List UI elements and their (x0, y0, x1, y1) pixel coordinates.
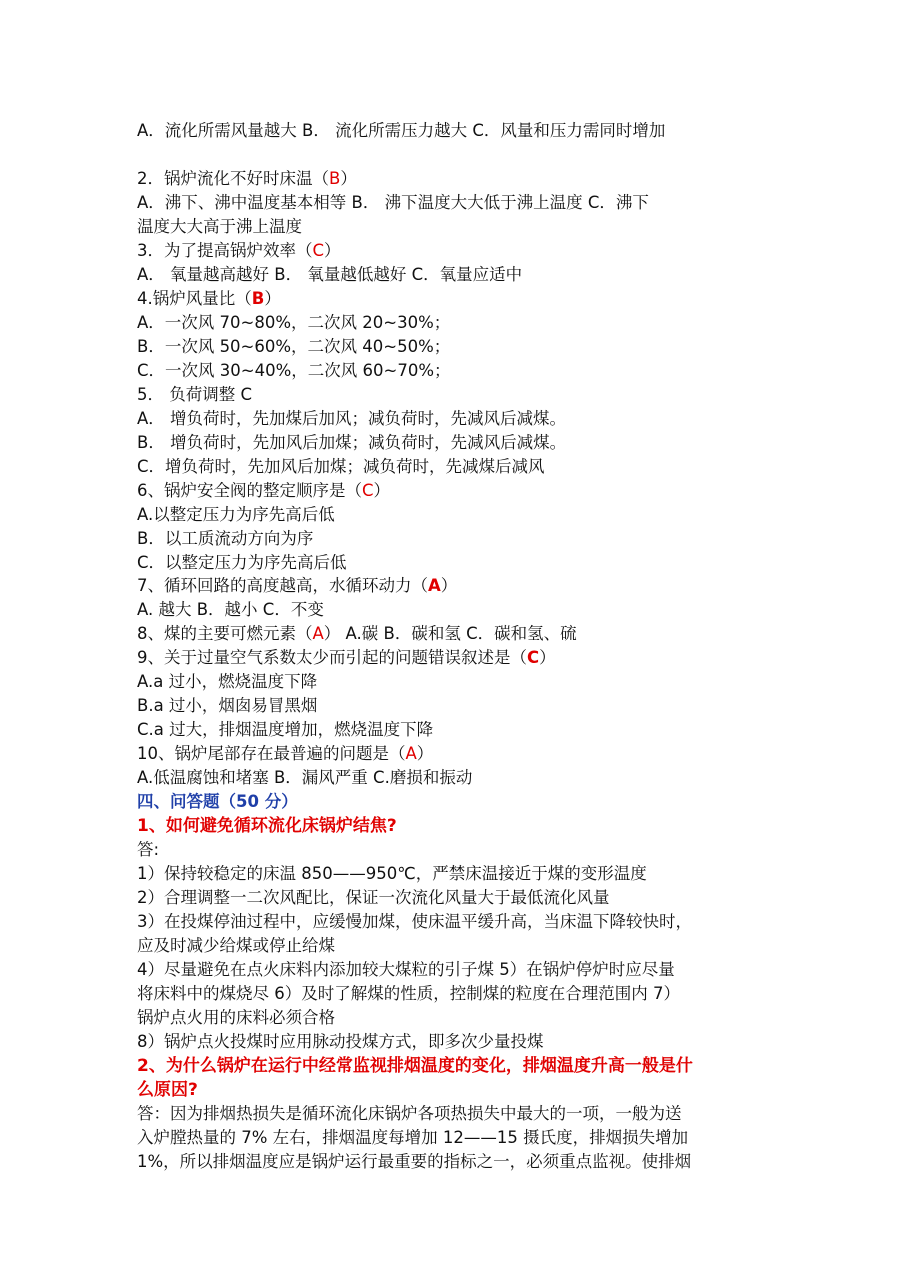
qa2-answer-line-2: 入炉膛热量的 7% 左右，排烟温度每增加 12——15 摄氏度，排烟损失增加 (137, 1128, 689, 1147)
qa1-point-1: 1）保持较稳定的床温 850——950℃，严禁床温接近于煤的变形温度 (137, 864, 647, 883)
q10-answer: A (405, 744, 417, 763)
q4-question: 4.锅炉风量比（B） (137, 289, 281, 308)
qa2-answer-line-1: 答：因为排烟热损失是循环流化床锅炉各项热损失中最大的一项，一般为送 (137, 1104, 682, 1123)
qa1-point-8: 8）锅炉点火投煤时应用脉动投煤方式，即多次少量投煤 (137, 1032, 544, 1051)
q3-answer: C (312, 241, 325, 260)
q2-options: A．沸下、沸中温度基本相等 B． 沸下温度大大低于沸上温度 C．沸下 (137, 193, 649, 212)
q7-answer: A (428, 576, 441, 595)
q9-option-b: B.a 过小，烟囱易冒黑烟 (137, 696, 318, 715)
q6-question: 6、锅炉安全阀的整定顺序是（C） (137, 481, 391, 500)
q2-answer: B (329, 169, 341, 188)
q10-options: A.低温腐蚀和堵塞 B．漏风严重 C.磨损和振动 (137, 768, 473, 787)
q5-option-b: B． 增负荷时，先加风后加煤；减负荷时，先减风后减煤。 (137, 433, 567, 452)
q2-question: 2．锅炉流化不好时床温（B） (137, 169, 357, 188)
q7-options: A. 越大 B．越小 C．不变 (137, 600, 324, 619)
q6-answer: C (362, 481, 374, 500)
qa1-point-3-cont: 应及时减少给煤或停止给煤 (137, 936, 335, 955)
q2-options-cont: 温度大大高于沸上温度 (137, 217, 302, 236)
q10-question: 10、锅炉尾部存在最普遍的问题是（A） (137, 744, 434, 763)
qa1-point-4: 4）尽量避免在点火床料内添加较大煤粒的引子煤 5）在锅炉停炉时应尽量 (137, 960, 675, 979)
section-heading: 四、问答题（50 分） (137, 792, 298, 811)
q6-option-c: C．以整定压力为序先高后低 (137, 553, 347, 572)
qa1-point-2: 2）合理调整一二次风配比，保证一次流化风量大于最低流化风量 (137, 888, 610, 907)
q9-question: 9、关于过量空气系数太少而引起的问题错误叙述是（C） (137, 648, 556, 667)
q4-answer: B (251, 289, 265, 308)
q7-question: 7、循环回路的高度越高，水循环动力（A） (137, 576, 458, 595)
qa1-title: 1、如何避免循环流化床锅炉结焦? (137, 816, 397, 836)
qa1-point-7: 锅炉点火用的床料必须合格 (137, 1008, 335, 1027)
qa2-title: 2、为什么锅炉在运行中经常监视排烟温度的变化，排烟温度升高一般是什 (137, 1056, 693, 1076)
qa1-answer-label: 答: (137, 840, 160, 859)
q5-question: 5． 负荷调整 C (137, 385, 253, 404)
qa2-answer-line-3: 1%，所以排烟温度应是锅炉运行最重要的指标之一，必须重点监视。使排烟 (137, 1152, 692, 1171)
q9-option-a: A.a 过小，燃烧温度下降 (137, 672, 318, 691)
q6-option-b: B．以工质流动方向为序 (137, 529, 314, 548)
qa1-point-5-6: 将床料中的煤烧尽 6）及时了解煤的性质，控制煤的粒度在合理范围内 7） (137, 984, 680, 1003)
q4-option-b: B．一次风 50~60%，二次风 40~50%； (137, 337, 451, 356)
q4-option-a: A．一次风 70~80%，二次风 20~30%； (137, 313, 451, 332)
q9-option-c: C.a 过大，排烟温度增加，燃烧温度下降 (137, 720, 434, 739)
q4-option-c: C．一次风 30~40%，二次风 60~70%； (137, 361, 451, 380)
qa2-title-cont: 么原因? (137, 1080, 198, 1100)
q5-option-c: C．增负荷时，先加风后加煤；减负荷时，先减煤后减风 (137, 457, 545, 476)
q9-answer: C (527, 648, 540, 667)
qa1-point-3: 3）在投煤停油过程中，应缓慢加煤，使床温平缓升高，当床温下降较快时， (137, 912, 692, 931)
q8-question: 8、煤的主要可燃元素（A） A.碳 B．碳和氢 C．碳和氢、硫 (137, 624, 577, 643)
q8-answer: A (312, 624, 324, 643)
q6-option-a: A.以整定压力为序先高后低 (137, 505, 335, 524)
q1-options: A．流化所需风量越大 B． 流化所需压力越大 C．风量和压力需同时增加 (137, 121, 666, 140)
q5-option-a: A． 增负荷时，先加煤后加风；减负荷时，先减风后减煤。 (137, 409, 567, 428)
q3-options: A． 氧量越高越好 B． 氧量越低越好 C．氧量应适中 (137, 265, 523, 284)
q3-question: 3．为了提高锅炉效率（C） (137, 241, 341, 260)
